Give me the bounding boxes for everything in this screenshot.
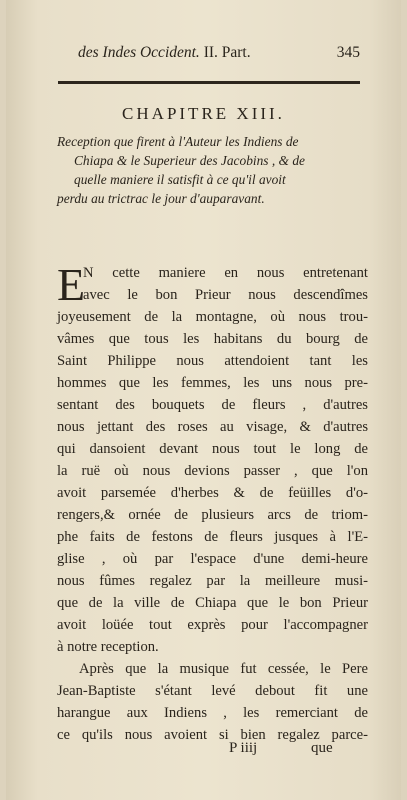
- running-head: [78, 44, 360, 62]
- text-line: harangue aux Indiens , les remerciant de: [57, 705, 368, 721]
- running-head-title: des Indes Occident.: [78, 44, 200, 61]
- catchword: que: [311, 740, 333, 756]
- text-line: à notre reception.: [57, 639, 159, 655]
- chapter-heading-line: Reception que firent à l'Auteur les Indiens de: [57, 134, 299, 149]
- chapter-heading-line: Chiapa & le Superieur des Jacobins , & de: [74, 153, 305, 168]
- running-head-part: II. Part.: [203, 44, 251, 61]
- signature-mark: P iiij: [229, 740, 258, 756]
- header-rule: [58, 81, 360, 84]
- text-line: ce qu'ils nous avoient si bien regalez parce-: [57, 727, 368, 743]
- text-line: Après que la musique fut cessée, le Pere: [79, 661, 368, 677]
- text-line: phe faits de festons de fleurs jusques à l'E-: [57, 529, 368, 545]
- text-line: N cette maniere en nous entretenant: [83, 265, 368, 281]
- body-text: [57, 259, 368, 746]
- text-line: avec le bon Prieur nous descendîmes: [83, 287, 368, 303]
- page-number: 345: [336, 44, 360, 61]
- text-line: hommes que les femmes, les uns nous pre-: [57, 375, 368, 391]
- text-line: glise , où par l'espace d'une demi-heure: [57, 551, 368, 567]
- text-line: nous jettant des roses au visage, & d'autres: [57, 419, 368, 435]
- text-line: la ruë où nous devions passer , que l'on: [57, 463, 368, 479]
- text-line: rengers,& ornée de plusieurs arcs de triom-: [57, 507, 368, 523]
- text-line: joyeusement de la montagne, où nous trou-: [57, 309, 368, 325]
- chapter-heading-line: quelle maniere il satisfit à ce qu'il avoit: [74, 172, 286, 187]
- chapter-heading-line: perdu au trictrac le jour d'auparavant.: [57, 191, 265, 206]
- text-line: Saint Philippe nous attendoient tant les: [57, 353, 368, 369]
- text-line: avoit parsemée d'herbes & de feüilles d'o-: [57, 485, 368, 501]
- chapter-heading: [57, 132, 367, 208]
- text-line: Jean-Baptiste s'étant levé debout fit une: [57, 683, 368, 699]
- text-line: vâmes que tous les habitans du bourg de: [57, 331, 368, 347]
- drop-cap: E: [57, 259, 86, 310]
- text-line: que de la ville de Chiapa que le bon Prieur: [57, 595, 368, 611]
- text-line: qui dansoient devant nous tout le long de: [57, 441, 368, 457]
- text-line: sentant des bouquets de fleurs , d'autres: [57, 397, 368, 413]
- text-line: avoit loüée tout exprès pour l'accompagner: [57, 617, 368, 633]
- text-line: nous fûmes regalez par la meilleure musi-: [57, 573, 368, 589]
- chapter-title: CHAPITRE XIII.: [122, 104, 285, 123]
